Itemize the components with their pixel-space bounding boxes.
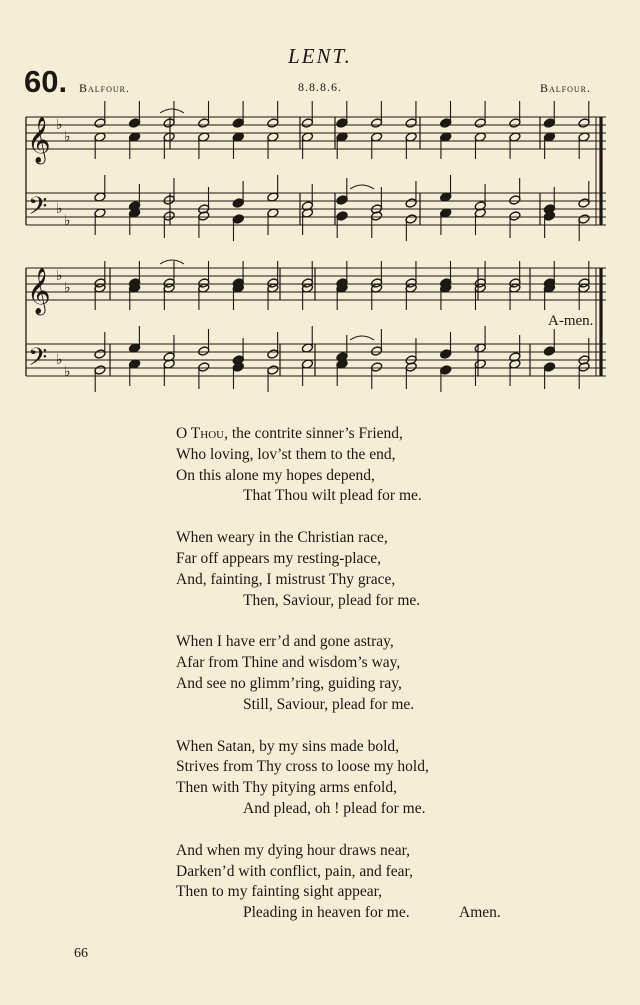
verse [176,528,606,611]
verse-line-text: Then to my fainting sight appear, [176,883,382,901]
verse-line-text: Far off appears my resting-place, [176,549,382,567]
verse-line [176,445,606,466]
verse-line [176,737,606,758]
verse-line [176,862,606,883]
flat-icon: ♭ [64,213,71,229]
verse-line-text: When I have err’d and gone astray, [176,633,394,651]
verse-line [176,757,606,778]
verse-line [176,486,606,507]
verse-line [176,841,606,862]
verse-line [176,695,606,716]
verse-line-text: And see no glimm’ring, guiding ray, [176,674,402,692]
verse [176,424,606,507]
flat-icon: ♭ [56,268,63,284]
verse-line [176,653,606,674]
slur-mark [160,260,184,264]
verse-line-text: , the contrite sinner’s Friend, [224,425,403,442]
verse-line-text: Strives from Thy cross to loose my hold, [176,758,429,776]
verse-line-text: Pleading in heaven for me. [243,904,410,922]
flat-icon: ♭ [56,117,63,133]
verse [176,737,606,820]
verse [176,841,606,924]
verse-line [176,799,606,820]
verse [176,632,606,715]
meter: 8.8.8.6. [298,80,342,94]
verse-line [176,632,606,653]
flat-icon: ♭ [64,129,71,145]
page-number: 66 [74,946,88,961]
amen-label: A-men. [548,313,594,329]
section-title: LENT. [288,44,352,68]
hymn-number: 60. [24,64,68,99]
flat-icon: ♭ [64,280,71,296]
verse-initial-words: O Thou [176,425,225,442]
slur-mark [350,185,374,189]
treble-clef-icon: 𝄞 [27,268,51,314]
verse-line-text: Who loving, lov’st them to the end, [176,445,396,463]
verse-line [176,528,606,549]
music-score [0,0,640,410]
bass-clef-icon: 𝄢 [28,343,48,378]
tune-name-left: Balfour. [79,81,131,95]
flat-icon: ♭ [64,364,71,380]
verse-line-text: Darken’d with conflict, pain, and fear, [176,862,413,880]
verse-line-text: And when my dying hour draws near, [176,841,410,859]
verse-line [176,882,606,903]
slur-mark [350,336,374,340]
verse-line-text: Afar from Thine and wisdom’s way, [176,654,401,672]
verse-line-text: And, fainting, I mistrust Thy grace, [176,570,396,588]
verse-line-text: Still, Saviour, plead for me. [243,695,415,713]
tune-name-right: Balfour. [540,81,592,95]
treble-clef-icon: 𝄞 [27,117,51,163]
verse-line-text: Then, Saviour, plead for me. [243,591,421,609]
verse-line-text: On this alone my hopes depend, [176,466,375,484]
verse-line [176,778,606,799]
verse-line-text: That Thou wilt plead for me. [243,487,422,505]
verse-line [176,466,606,487]
flat-icon: ♭ [56,201,63,217]
slur-mark [160,109,184,113]
flat-icon: ♭ [56,352,63,368]
verse-line-text: When Satan, by my sins made bold, [176,737,399,755]
verse-line [176,903,606,924]
verse-line [176,424,606,445]
hymn-text [176,424,606,945]
verse-line [176,674,606,695]
verse-line [176,570,606,591]
verse-line-text: And plead, oh ! plead for me. [243,799,426,817]
verse-line [176,549,606,570]
verse-line [176,591,606,612]
verse-line-text: Then with Thy pitying arms enfold, [176,779,397,797]
bass-clef-icon: 𝄢 [28,192,48,227]
verse-line-text: When weary in the Christian race, [176,529,388,547]
amen-text: Amen. [459,904,501,922]
